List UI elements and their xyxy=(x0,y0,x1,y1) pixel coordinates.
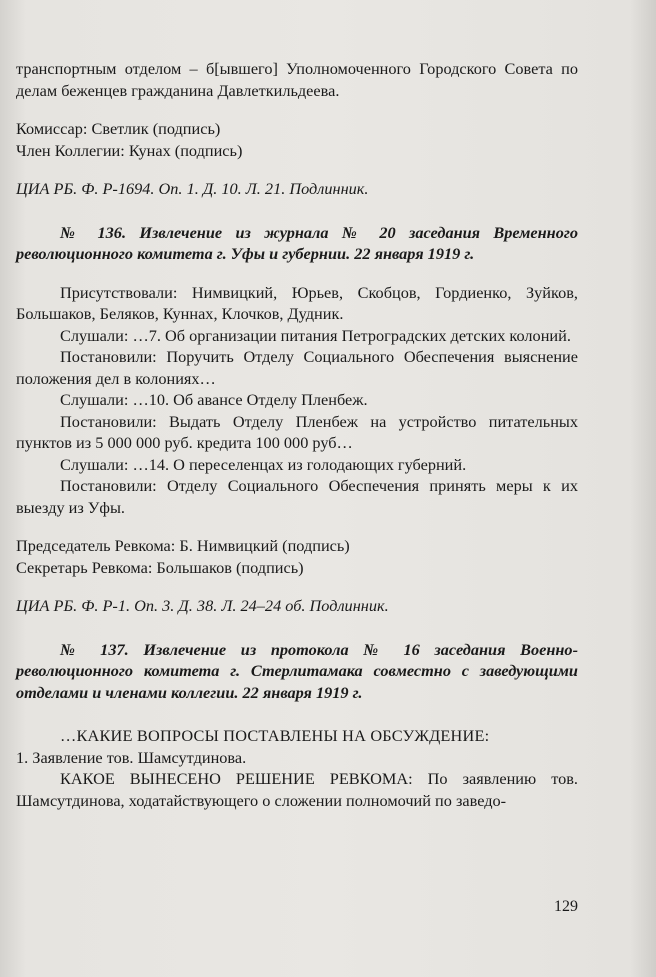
page-body xyxy=(16,58,578,811)
resolution-item-10: Постановили: Выдать Отделу Пленбеж на устройство питательных пунктов из 5 000 000 руб. кредита 100 000 руб… xyxy=(16,411,578,452)
agenda-item-14: Слушали: …14. О переселенцах из голодающих губерний. xyxy=(60,454,467,474)
page-number: 129 xyxy=(554,898,578,915)
signature-chairman: Председатель Ревкома: Б. Нимвицкий (подпись) xyxy=(16,536,350,555)
signature-secretary: Секретарь Ревкома: Большаков (подпись) xyxy=(16,557,304,577)
signature-commissar: Комиссар: Светлик (подпись) xyxy=(16,119,221,138)
question-item-1: 1. Заявление тов. Шамсутдинова. xyxy=(16,747,247,767)
attendance-paragraph: Присутствовали: Нимвицкий, Юрьев, Скобцов, Гордиенко, Зуйков, Большаков, Беляков, Куннах, Клочков, Дудник. xyxy=(16,282,578,323)
agenda-item-10: Слушали: …10. Об авансе Отделу Пленбеж. xyxy=(60,390,368,409)
resolution-item-7: Постановили: Поручить Отделу Социального Обеспечения выяснение положения дел в колониях… xyxy=(16,347,578,388)
decision-paragraph: КАКОЕ ВЫНЕСЕНО РЕШЕНИЕ РЕВКОМА: По заявлению тов. Шамсутдинова, ходатайствующего о сложении полномочий по заведо- xyxy=(16,769,578,810)
document-heading-137: № 137. Извлечение из протокола № 16 заседания Военно-революционного комитета г. Стерлитамака совместно с заведующими отделами и членами коллегии. 22 января 1919 г. xyxy=(16,639,578,702)
agenda-item-7: Слушали: …7. Об организации питания Петроградских детских колоний. xyxy=(60,325,571,345)
document-heading-136: № 136. Извлечение из журнала № 20 заседания Временного революционного комитета г. Уфы и губернии. 22 января 1919 г. xyxy=(16,222,578,263)
signature-board-member: Член Коллегии: Кунах (подпись) xyxy=(16,140,243,160)
resolution-item-14: Постановили: Отделу Социального Обеспечения принять меры к их выезду из Уфы. xyxy=(16,476,578,517)
opening-paragraph: транспортным отделом – б[ывшего] Уполномоченного Городского Совета по делам беженцев гражданина Давлеткильдеева. xyxy=(16,59,578,100)
archive-source-136: ЦИА РБ. Ф. Р-1. Оп. 3. Д. 38. Л. 24–24 об. Подлинник. xyxy=(16,596,389,615)
questions-intro: …КАКИЕ ВОПРОСЫ ПОСТАВЛЕНЫ НА ОБСУЖДЕНИЕ: xyxy=(60,726,490,745)
archive-source: ЦИА РБ. Ф. Р-1694. Оп. 1. Д. 10. Л. 21. Подлинник. xyxy=(16,179,369,198)
